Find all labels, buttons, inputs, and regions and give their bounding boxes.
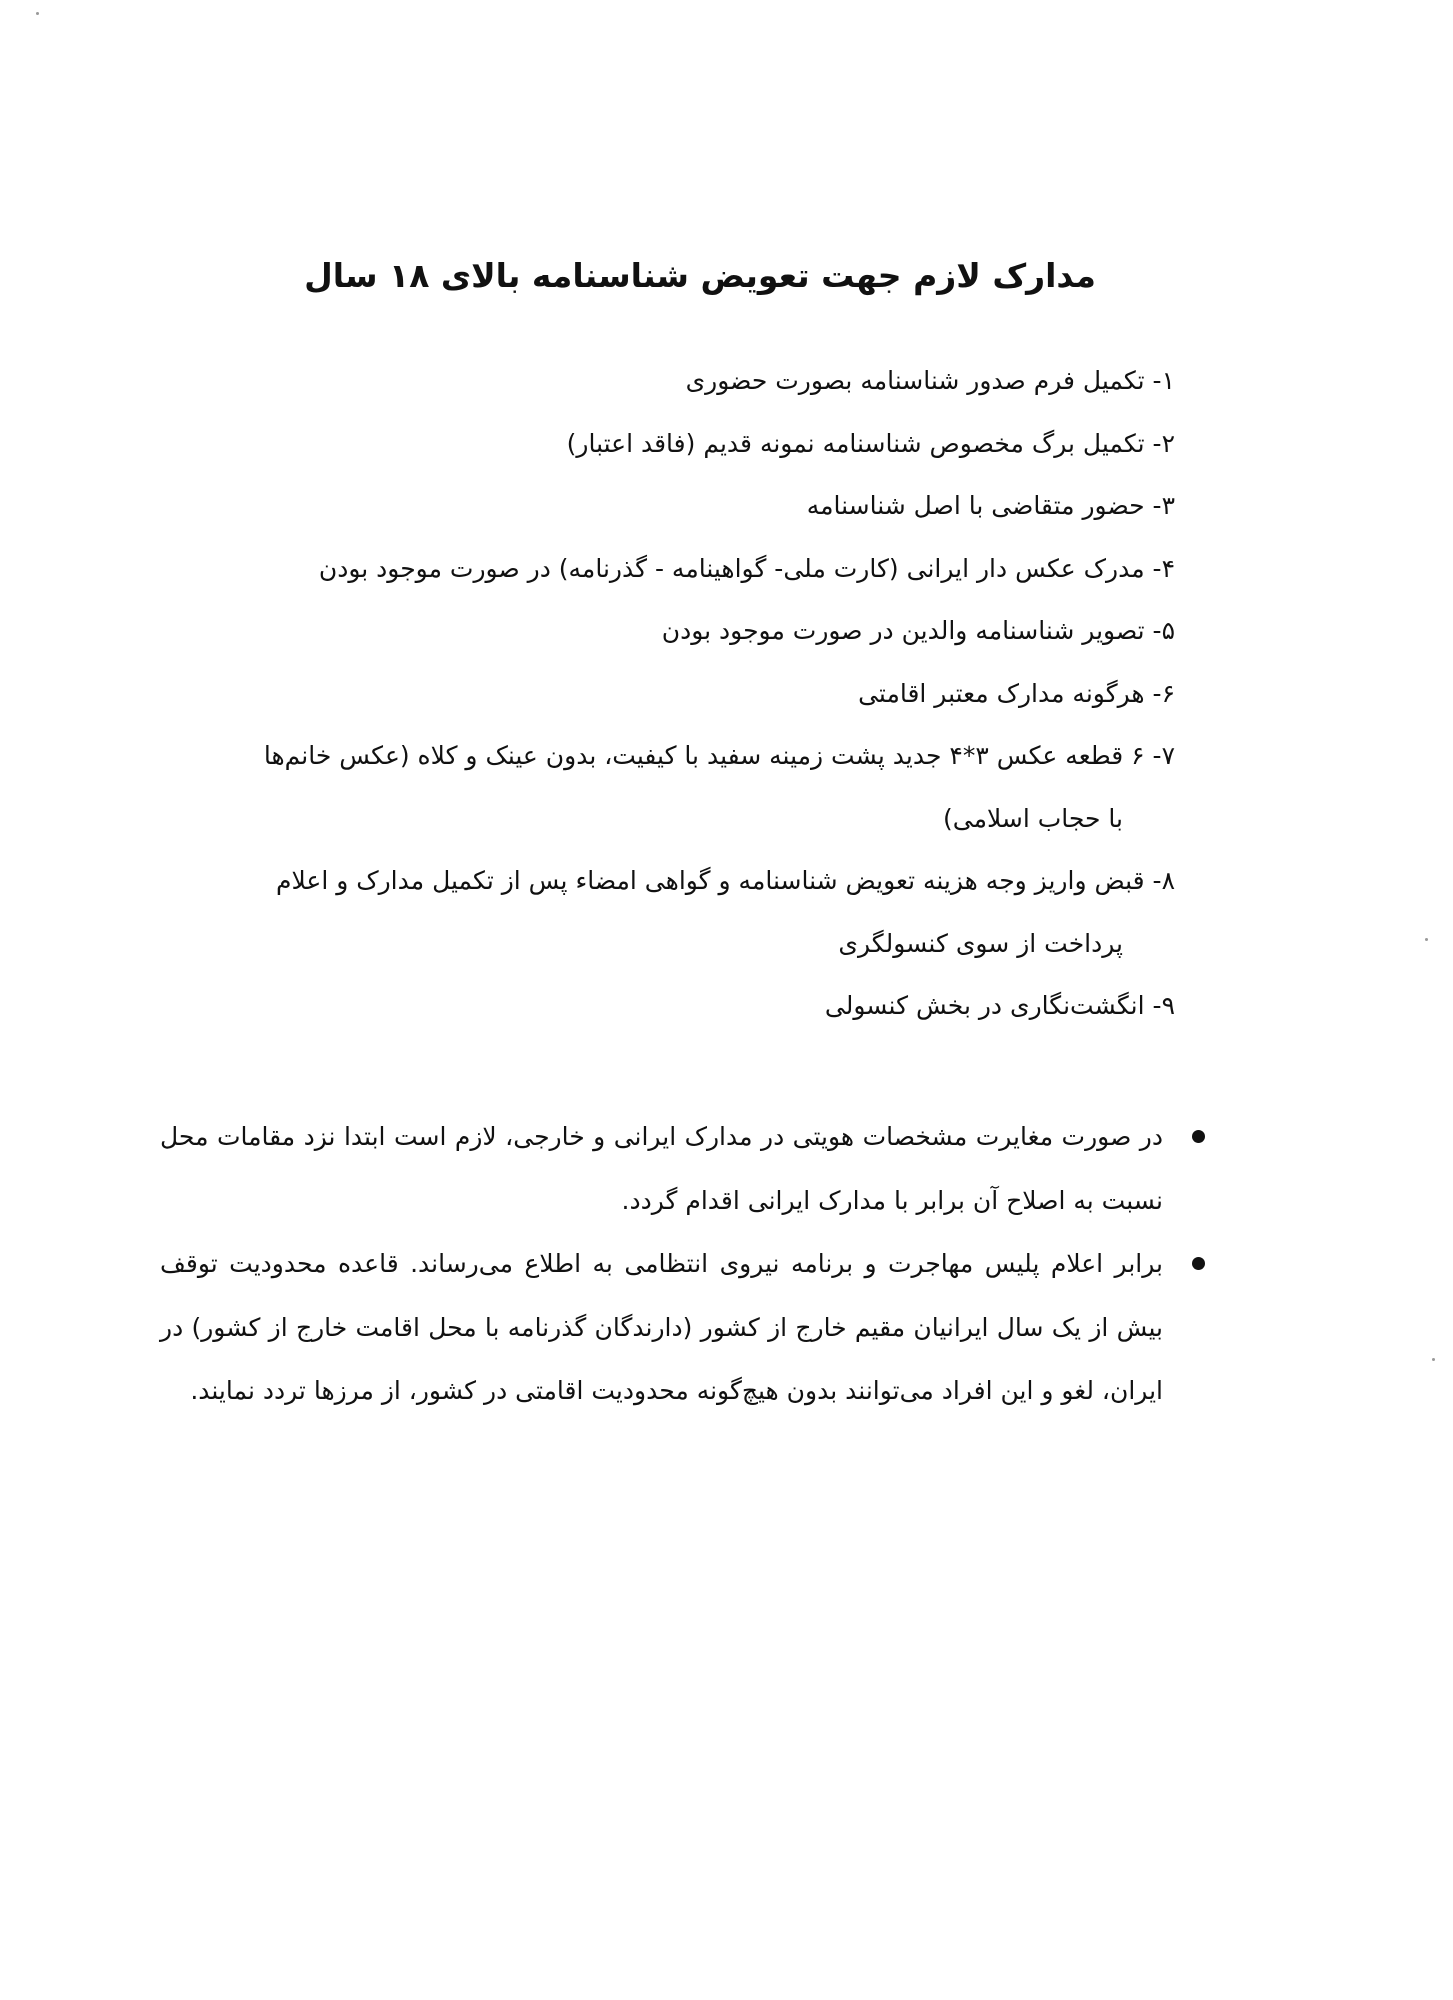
bullet-icon	[1192, 1257, 1205, 1270]
item-text: ۱- تکمیل فرم صدور شناسنامه بصورت حضوری	[685, 366, 1175, 395]
item-text: ۸- قبض واریز وجه هزینه تعویض شناسنامه و گواهی امضاء پس از تکمیل مدارک و اعلام	[276, 866, 1175, 895]
list-item	[150, 538, 1175, 601]
item-text: ۹- انگشت‌نگاری در بخش کنسولی	[824, 991, 1175, 1020]
list-item	[150, 850, 1175, 975]
item-text: ۳- حضور متقاضی با اصل شناسنامه	[806, 491, 1175, 520]
notes-list	[160, 1105, 1205, 1423]
scan-speck	[1432, 1358, 1435, 1361]
item-text: ۷- ۶ قطعه عکس ۳*۴ جدید پشت زمینه سفید با کیفیت، بدون عینک و کلاه (عکس خانم‌ها	[263, 741, 1175, 770]
scan-speck	[1425, 938, 1428, 941]
note-text: برابر اعلام پلیس مهاجرت و برنامه نیروی انتظامی به اطلاع می‌رساند. قاعده محدودیت توقف بیش از یک سال ایرانیان مقیم خارج از کشور (دارندگان گذرنامه با محل اقامت خارج از کشور) در ایران، لغو و این افراد می‌توانند بدون هیچ‌گونه محدودیت اقامتی در کشور، از مرزها تردد نمایند.	[160, 1249, 1163, 1405]
list-item	[150, 350, 1175, 413]
item-text: ۴- مدرک عکس دار ایرانی (کارت ملی- گواهینامه - گذرنامه) در صورت موجود بودن	[318, 553, 1175, 583]
list-item	[150, 725, 1175, 850]
note-item	[160, 1105, 1205, 1232]
list-item	[150, 600, 1175, 663]
item-continuation: پرداخت از سوی کنسولگری	[838, 928, 1123, 958]
list-item	[150, 663, 1175, 726]
list-item	[150, 975, 1175, 1038]
item-text: ۲- تکمیل برگ مخصوص شناسنامه نمونه قدیم (فاقد اعتبار)	[566, 428, 1175, 458]
item-text: ۶- هرگونه مدارک معتبر اقامتی	[858, 678, 1175, 708]
document-title: مدارک لازم جهت تعویض شناسنامه بالای ۱۸ سال	[304, 256, 1096, 295]
list-item	[150, 475, 1175, 538]
required-documents-list	[150, 350, 1175, 1038]
item-continuation: با حجاب اسلامی)	[942, 803, 1123, 833]
note-text: در صورت مغایرت مشخصات هویتی در مدارک ایرانی و خارجی، لازم است ابتدا نزد مقامات محل نسبت به اصلاح آن برابر با مدارک ایرانی اقدام گردد.	[160, 1122, 1163, 1215]
bullet-icon	[1192, 1130, 1205, 1143]
list-item	[150, 413, 1175, 476]
item-text: ۵- تصویر شناسنامه والدین در صورت موجود بودن	[661, 616, 1175, 645]
scan-speck	[36, 12, 39, 15]
note-item	[160, 1232, 1205, 1423]
